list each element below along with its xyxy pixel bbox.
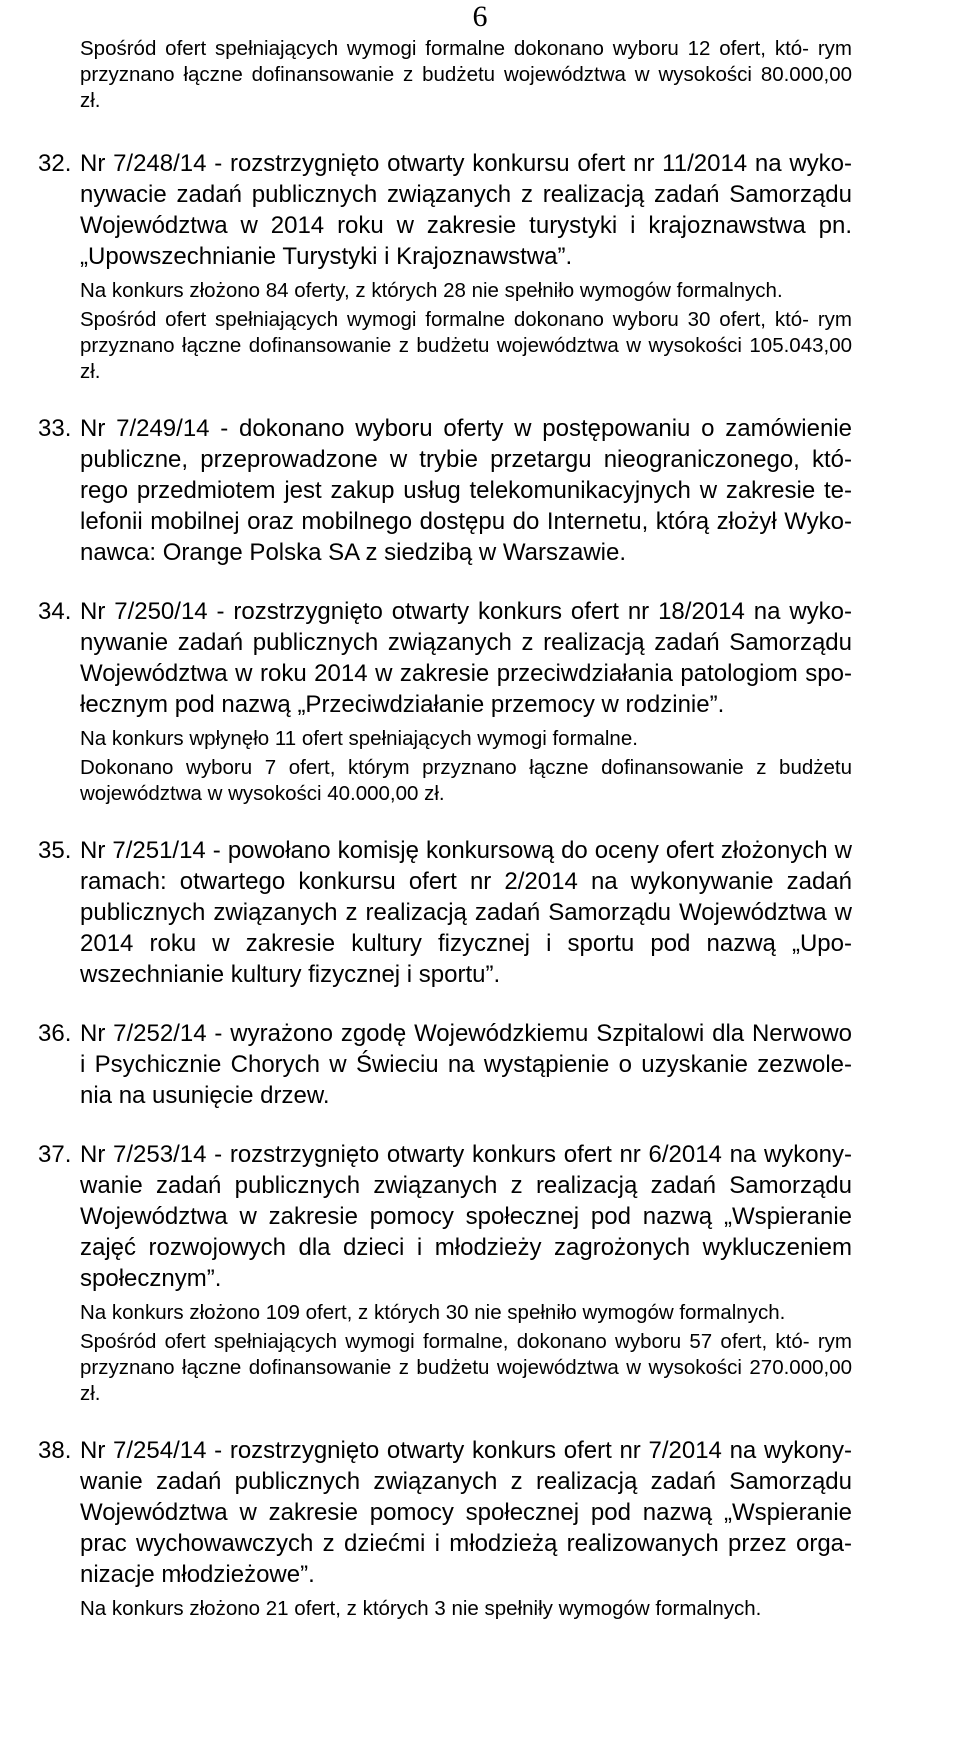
resolution-item-32 bbox=[0, 148, 960, 385]
resolution-item-38 bbox=[0, 1435, 960, 1622]
item-main-text: Nr 7/254/14 - rozstrzygnięto otwarty konkurs ofert nr 7/2014 na wykony- wanie zadań publicznych związanych z realizacją zadań Samorządu Województwa w zakresie pomocy społecznej pod nazwą „Wspieranie prac wychowawczych z dziećmi i młodzieżą realizowanych przez orga- nizacje młodzieżowe”. bbox=[80, 1437, 852, 1588]
resolution-item-35 bbox=[0, 835, 960, 990]
resolution-item-34 bbox=[0, 596, 960, 807]
item-main-text: Nr 7/252/14 - wyrażono zgodę Wojewódzkiemu Szpitalowi dla Nerwowo i Psychicznie Chorych w Świeciu na wystąpienie o uzyskanie zezwole- nia na usunięcie drzew. bbox=[80, 1020, 852, 1109]
intro-line: rym przyznano łączne dofinansowanie z budżetu województwa w wysokości bbox=[80, 37, 852, 86]
item-number: 32. bbox=[38, 150, 72, 177]
item-main-text: Nr 7/249/14 - dokonano wyboru oferty w postępowaniu o zamówienie publiczne, przeprowadzone w trybie przetargu nieograniczonego, któ- rego przedmiotem jest zakup usług telekomunikacyjnych w zakresie te- lefonii mobilnej oraz mobilnego dostępu do Internetu, którą złożył Wyko- nawca: Orange Polska SA z siedzibą w Warszawie. bbox=[80, 415, 852, 566]
item-number: 38. bbox=[38, 1437, 72, 1464]
item-number: 36. bbox=[38, 1020, 72, 1047]
document-body bbox=[0, 36, 960, 1650]
item-main-text: Nr 7/248/14 - rozstrzygnięto otwarty konkursu ofert nr 11/2014 na wyko- nywacie zadań publicznych związanych z realizacją zadań Samorządu Województwa w 2014 roku w zakresie turystyki i krajoznawstwa pn. „Upowszechnianie Turystyki i Krajoznawstwa”. bbox=[80, 150, 852, 270]
item-number: 34. bbox=[38, 598, 72, 625]
resolution-item-36 bbox=[0, 1018, 960, 1111]
item-note: Spośród ofert spełniających wymogi formalne, dokonano wyboru 57 ofert, któ- rym przyznano łączne dofinansowanie z budżetu województwa w wysokości 270.000,00 zł. bbox=[80, 1330, 852, 1405]
item-main-text: Nr 7/251/14 - powołano komisję konkursową do oceny ofert złożonych w ramach: otwartego konkursu ofert nr 2/2014 na wykonywanie zadań publicznych związanych z realizacją zadań Samorządu Województwa w 2014 roku w zakresie kultury fizycznej i sportu pod nazwą „Upo- wszechnianie kultury fizycznej i sportu”. bbox=[80, 837, 852, 988]
page-number: 6 bbox=[472, 0, 488, 33]
item-note: Na konkurs wpłynęło 11 ofert spełniających wymogi formalne. bbox=[80, 727, 638, 750]
item-number: 35. bbox=[38, 837, 72, 864]
item-main-text: Nr 7/250/14 - rozstrzygnięto otwarty konkurs ofert nr 18/2014 na wyko- nywanie zadań publicznych związanych z realizacją zadań Samorządu Województwa w roku 2014 w zakresie przeciwdziałania patologiom spo- łecznym pod nazwą „Przeciwdziałanie przemocy w rodzinie”. bbox=[80, 598, 852, 718]
item-note: Na konkurs złożono 21 ofert, z których 3 nie spełniły wymogów formalnych. bbox=[80, 1597, 762, 1620]
intro-text bbox=[80, 36, 852, 114]
item-number: 37. bbox=[38, 1141, 72, 1168]
intro-line: Spośród ofert spełniających wymogi formalne dokonano wyboru 12 ofert, któ- bbox=[80, 37, 809, 60]
intro-paragraph bbox=[0, 36, 960, 114]
item-number: 33. bbox=[38, 415, 72, 442]
item-note: Dokonano wyboru 7 ofert, którym przyznano łączne dofinansowanie z budżetu województwa w wysokości 40.000,00 zł. bbox=[80, 756, 852, 805]
item-note: Na konkurs złożono 84 oferty, z których 28 nie spełniło wymogów formalnych. bbox=[80, 279, 783, 302]
item-note: Na konkurs złożono 109 ofert, z których 30 nie spełniło wymogów formalnych. bbox=[80, 1301, 786, 1324]
item-note: Spośród ofert spełniających wymogi formalne dokonano wyboru 30 ofert, któ- rym przyznano łączne dofinansowanie z budżetu województwa w wysokości 105.043,00 zł. bbox=[80, 308, 852, 383]
item-main-text: Nr 7/253/14 - rozstrzygnięto otwarty konkurs ofert nr 6/2014 na wykony- wanie zadań publicznych związanych z realizacją zadań Samorządu Województwa w zakresie pomocy społecznej pod nazwą „Wspieranie zajęć rozwojowych dla dzieci i młodzieży zagrożonych wykluczeniem społecznym”. bbox=[80, 1141, 852, 1292]
resolution-item-37 bbox=[0, 1139, 960, 1407]
resolution-item-33 bbox=[0, 413, 960, 568]
intro-line: 80.000,00 zł. bbox=[80, 63, 853, 112]
